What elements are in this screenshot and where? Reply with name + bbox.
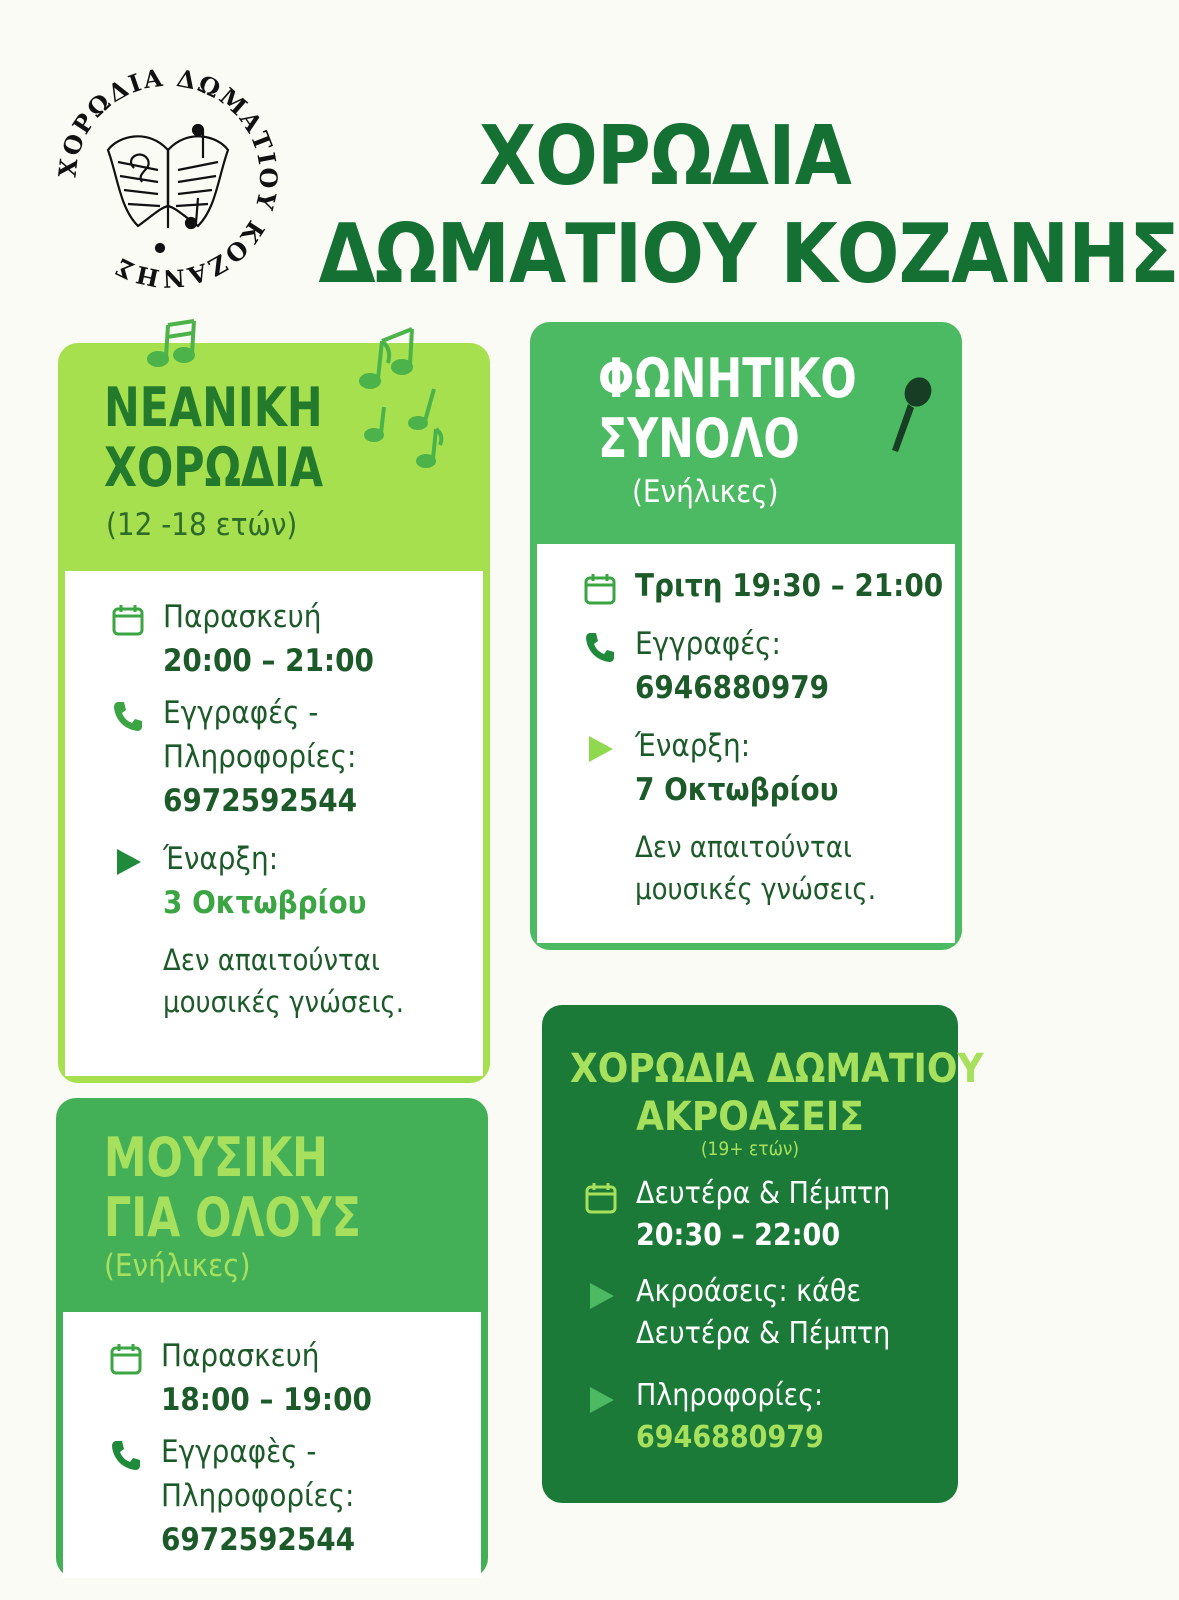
chamber-choir-info (584, 1375, 890, 1459)
music-for-all-details (63, 1312, 481, 1578)
youth-choir-start-date: 3 Οκτωβρίου (163, 885, 367, 921)
chamber-choir-heading-line1: ΧΟΡΩΔΙΑ ΔΩΜΑΤΙΟΥ (570, 1046, 984, 1092)
calendar-icon (583, 572, 617, 606)
vocal-ensemble-header (530, 322, 962, 544)
youth-choir-day: Παρασκευή (163, 599, 322, 635)
vocal-ensemble-details (537, 544, 955, 943)
vocal-ensemble-heading-line2: ΣΥΝΟΛΟ (598, 407, 800, 470)
music-for-all-card (56, 1098, 488, 1578)
music-for-all-registration (109, 1430, 481, 1562)
page-title (318, 108, 1179, 304)
music-for-all-heading-line1: ΜΟΥΣΙΚΗ (104, 1126, 328, 1189)
youth-choir-heading-line1: ΝΕΑΝΙΚΗ (104, 376, 323, 439)
youth-choir-phone[interactable]: 6972592544 (163, 783, 358, 819)
chamber-choir-days: Δευτέρα & Πέμπτη (636, 1176, 891, 1211)
music-for-all-heading (104, 1128, 361, 1248)
page-title-line2: ΔΩΜΑΤΙΟΥ ΚΟΖΑΝΗΣ (318, 207, 1179, 302)
youth-choir-start (111, 837, 483, 925)
play-icon (584, 1279, 618, 1313)
vocal-ensemble-start-label: Έναρξη: (635, 728, 751, 764)
music-for-all-phone[interactable]: 6972592544 (161, 1522, 356, 1558)
chamber-choir-time: 20:30 – 22:00 (636, 1218, 841, 1253)
music-for-all-time: 18:00 – 19:00 (161, 1382, 372, 1418)
youth-choir-registration (111, 691, 483, 823)
music-for-all-reg-line2: Πληροφορίες: (161, 1478, 355, 1514)
microphone-icon (882, 374, 936, 454)
youth-choir-header (58, 343, 490, 571)
chamber-choir-heading (570, 1045, 984, 1141)
vocal-ensemble-schedule (583, 564, 955, 608)
calendar-icon (109, 1342, 143, 1376)
vocal-ensemble-note-line1: Δεν απαιτούνται (635, 830, 852, 864)
page-title-line1: ΧΟΡΩΔΙΑ (479, 109, 851, 204)
vocal-ensemble-card (530, 322, 962, 950)
chamber-choir-auditions-line2: Δευτέρα & Πέμπτη (636, 1316, 891, 1351)
youth-choir-time: 20:00 – 21:00 (163, 643, 374, 679)
vocal-ensemble-registration (583, 622, 955, 710)
youth-choir-details (65, 571, 483, 1076)
youth-choir-note-line1: Δεν απαιτούνται (163, 943, 380, 977)
vocal-ensemble-note-line2: μουσικές γνώσεις. (635, 872, 876, 906)
youth-choir-heading-line2: ΧΟΡΩΔΙΑ (104, 436, 324, 499)
chamber-choir-auditions (584, 1271, 890, 1355)
vocal-ensemble-heading-line1: ΦΩΝΗΤΙΚΟ (598, 347, 857, 410)
calendar-icon (111, 603, 145, 637)
play-icon (111, 845, 145, 879)
calendar-icon (584, 1181, 618, 1215)
music-for-all-reg-line1: Εγγραφὲς - (161, 1434, 317, 1470)
youth-choir-age: (12 -18 ετών) (106, 507, 298, 543)
vocal-ensemble-heading (598, 349, 857, 469)
vocal-ensemble-reg-label: Εγγραφές: (635, 626, 781, 662)
book-butterfly-icon (108, 125, 228, 252)
youth-choir-card (58, 343, 490, 1083)
vocal-ensemble-time: Τριτη 19:30 – 21:00 (635, 568, 944, 604)
phone-icon (583, 630, 617, 664)
youth-choir-schedule (111, 595, 483, 683)
music-for-all-audience: (Ενήλικες) (104, 1248, 251, 1284)
music-for-all-header (56, 1098, 488, 1312)
logo-ring-text: ΧΟΡΩΔΙΑ ΔΩΜΑΤΙΟΥ ΚΟΖΑΝΗΣ (52, 62, 284, 294)
chamber-choir-info-label: Πληροφορίες: (636, 1378, 824, 1413)
phone-icon (109, 1438, 143, 1472)
youth-choir-reg-line2: Πληροφορίες: (163, 739, 357, 775)
music-for-all-heading-line2: ΓΙΑ ΟΛΟΥΣ (104, 1186, 362, 1249)
chamber-choir-age: (19+ ετών) (700, 1138, 800, 1160)
vocal-ensemble-phone[interactable]: 6946880979 (635, 670, 830, 706)
chamber-choir-phone[interactable]: 6946880979 (636, 1420, 824, 1455)
youth-choir-heading (104, 378, 323, 498)
youth-choir-start-label: Έναρξη: (163, 841, 279, 877)
vocal-ensemble-audience: (Ενήλικες) (632, 474, 779, 510)
play-icon (584, 1383, 618, 1417)
youth-choir-note-line2: μουσικές γνώσεις. (163, 985, 404, 1019)
vocal-ensemble-start-date: 7 Οκτωβρίου (635, 772, 839, 808)
chamber-choir-heading-line2: ΑΚΡΟΑΣΕΙΣ (636, 1094, 864, 1140)
chamber-choir-card (542, 1005, 984, 1503)
phone-icon (111, 699, 145, 733)
vocal-ensemble-start (583, 724, 955, 812)
chamber-choir-auditions-line1: Ακροάσεις: κάθε (636, 1274, 861, 1309)
music-for-all-day: Παρασκευή (161, 1338, 320, 1374)
youth-choir-reg-line1: Εγγραφές - (163, 695, 319, 731)
music-for-all-schedule (109, 1334, 481, 1422)
play-icon (583, 732, 617, 766)
chamber-choir-schedule (584, 1173, 890, 1257)
choir-logo (48, 58, 288, 298)
